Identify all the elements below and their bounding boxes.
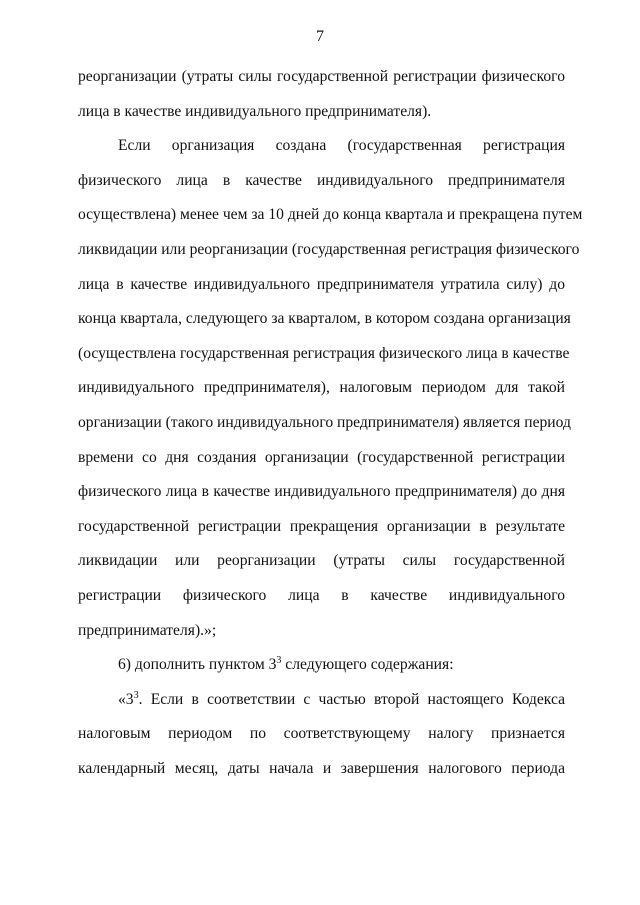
text-line: государственной регистрации прекращения организации в результате: [78, 517, 565, 535]
point-text: 6) дополнить пунктом 3: [118, 656, 277, 674]
text-line: времени со дня создания организации (государственной регистрации: [78, 448, 565, 466]
quote-text: «3: [118, 690, 134, 708]
text-line: лица в качестве индивидуального предпринимателя).: [78, 102, 432, 120]
text-line: осуществлена) менее чем за 10 дней до конца квартала и прекращена путем: [78, 206, 583, 224]
text-line: предпринимателя).»;: [78, 621, 217, 639]
text-line: лица в качестве индивидуального предпринимателя утратила силу) до: [78, 275, 565, 293]
text-line: (осуществлена государственная регистрация физического лица в качестве: [78, 344, 570, 362]
text-line: индивидуального предпринимателя), налоговым периодом для такой: [78, 379, 565, 397]
point-text-rest: следующего содержания:: [281, 656, 454, 674]
text-line: организации (такого индивидуального предпринимателя) является период: [78, 413, 571, 431]
quote-text-rest: . Если в соответствии с частью второй настоящего Кодекса: [138, 690, 565, 708]
quote-start-line: [78, 683, 565, 718]
superscript: 3: [276, 655, 282, 667]
text-line: конца квартала, следующего за кварталом, в котором создана организация: [78, 310, 571, 328]
text-line: реорганизации (утраты силы государственной регистрации физического: [78, 68, 565, 85]
text-line: ликвидации или реорганизации (государственная регистрация физического: [78, 240, 580, 258]
text-line: регистрации физического лица в качестве индивидуального: [78, 586, 565, 604]
body-text: [78, 60, 583, 786]
text-line: ликвидации или реорганизации (утраты силы государственной: [78, 552, 565, 570]
superscript: 3: [133, 689, 139, 701]
text-line: календарный месяц, даты начала и завершения налогового периода: [78, 759, 565, 777]
page-number: 7: [316, 28, 324, 45]
text-line: налоговым периодом по соответствующему налогу признается: [78, 725, 565, 743]
amendment-point-line: [78, 648, 565, 683]
text-line: физического лица в качестве индивидуального предпринимателя) до дня: [78, 483, 565, 501]
text-line: Если организация создана (государственная регистрация: [118, 137, 565, 155]
text-line: физического лица в качестве индивидуального предпринимателя: [78, 171, 565, 189]
